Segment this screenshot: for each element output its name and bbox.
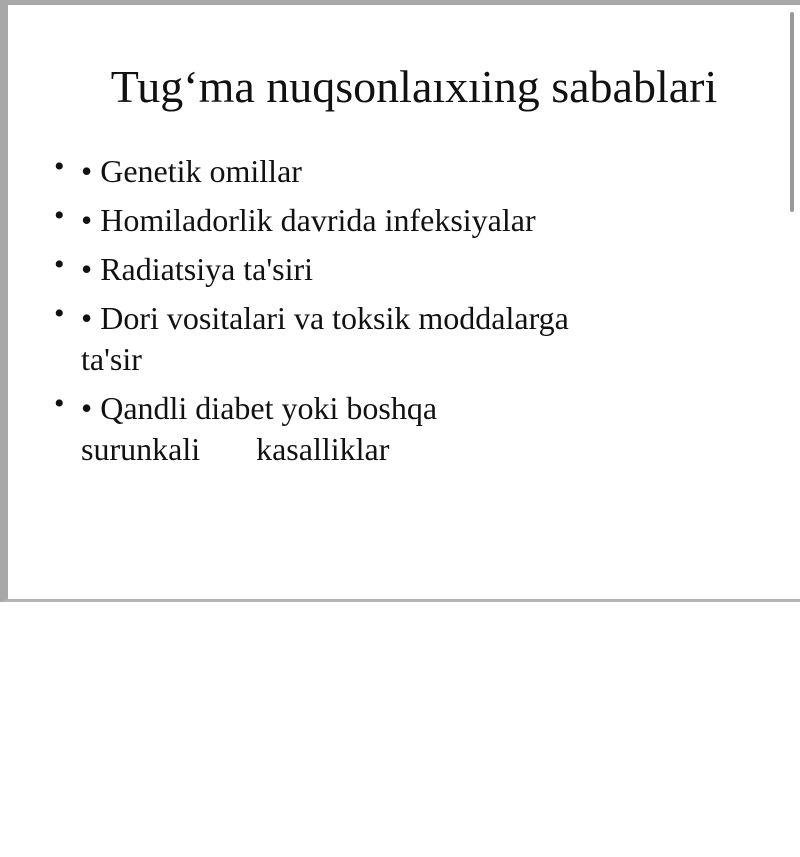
list-item (54, 151, 694, 192)
list-item-text: • Dori vositalari va toksik moddalarga ta'sir (81, 300, 569, 377)
bullet-icon: • (54, 297, 65, 330)
bullet-icon: • (54, 387, 65, 420)
list-item (54, 200, 694, 241)
list-item-text: • Radiatsiya ta'siri (81, 251, 314, 287)
bullet-icon: • (54, 199, 65, 232)
list-item-text: • Genetik omillar (81, 153, 302, 189)
list-item (54, 388, 694, 470)
list-item-text: • Qandli diabet yoki boshqa surunkali kasalliklar (81, 390, 438, 467)
bullet-icon: • (54, 248, 65, 281)
list-item (54, 298, 694, 380)
bullet-list (54, 151, 694, 478)
scrollbar-thumb[interactable] (790, 12, 794, 212)
list-item-text: • Homiladorlik davrida infeksiyalar (81, 202, 536, 238)
list-item (54, 249, 694, 290)
slide-title: Tug‘ma nuqsonlaıxıing sabablari (110, 61, 718, 112)
bullet-icon: • (54, 150, 65, 183)
